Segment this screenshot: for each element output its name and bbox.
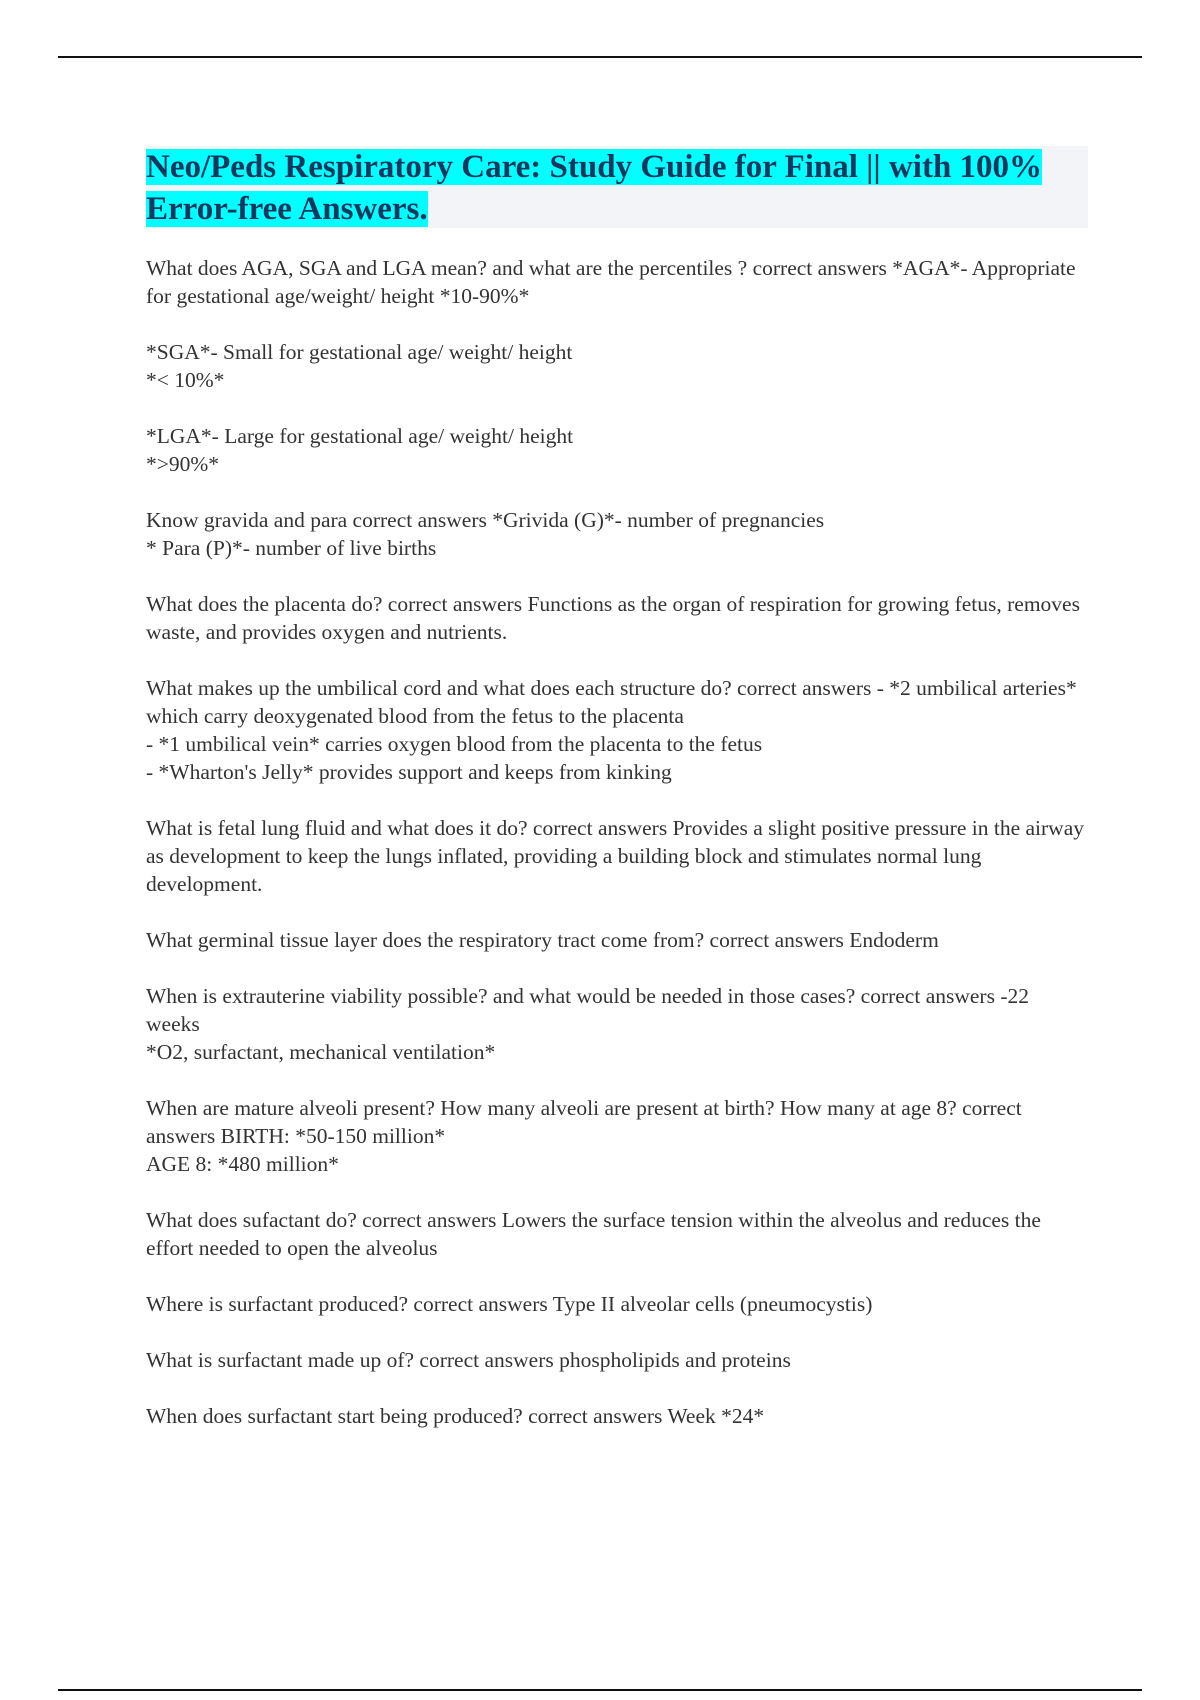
title-highlight: Neo/Peds Respiratory Care: Study Guide for Final || with 100% Error-free Answers. [146,149,1043,227]
bottom-rule [58,1689,1142,1691]
qa-item: What does sufactant do? correct answers Lowers the surface tension within the alveolus and reduces the effort needed to open the alveolus [146,1208,1041,1260]
qa-item: What is fetal lung fluid and what does it do? correct answers Provides a slight positive pressure in the airway as development to keep the lungs inflated, providing a building block and stimulates normal lung development. [146,816,1084,896]
top-rule [58,56,1142,58]
qa-item: When does surfactant start being produced? correct answers Week *24* [146,1404,765,1428]
qa-item: When is extrauterine viability possible? and what would be needed in those cases? correct answers -22 weeks *O2, surfactant, mechanical ventilation* [146,984,1029,1064]
qa-item: Know gravida and para correct answers *Grivida (G)*- number of pregnancies * Para (P)*- number of live births [146,508,825,560]
qa-list [146,254,1086,1458]
title-block [146,146,1088,228]
qa-item: What does AGA, SGA and LGA mean? and what are the percentiles ? correct answers *AGA*- Appropriate for gestational age/weight/ height *10-90%* [146,256,1076,308]
qa-item: When are mature alveoli present? How many alveoli are present at birth? How many at age 8? correct answers BIRTH: *50-150 million* AGE 8: *480 million* [146,1096,1022,1176]
document-title [146,146,1046,230]
qa-item: *SGA*- Small for gestational age/ weight/ height *< 10%* [146,340,573,392]
qa-item: What germinal tissue layer does the respiratory tract come from? correct answers Endoderm [146,928,939,952]
qa-item: What makes up the umbilical cord and what does each structure do? correct answers - *2 umbilical arteries* which carry deoxygenated blood from the fetus to the placenta - *1 umbilical vein* carries oxygen blood from the placenta to the fetus - *Wharton's Jelly* provides support and keeps from kinking [146,676,1077,784]
qa-item: *LGA*- Large for gestational age/ weight/ height *>90%* [146,424,574,476]
qa-item: What does the placenta do? correct answers Functions as the organ of respiration for growing fetus, removes waste, and provides oxygen and nutrients. [146,592,1080,644]
qa-item: What is surfactant made up of? correct answers phospholipids and proteins [146,1348,791,1372]
qa-item: Where is surfactant produced? correct answers Type II alveolar cells (pneumocystis) [146,1292,873,1316]
